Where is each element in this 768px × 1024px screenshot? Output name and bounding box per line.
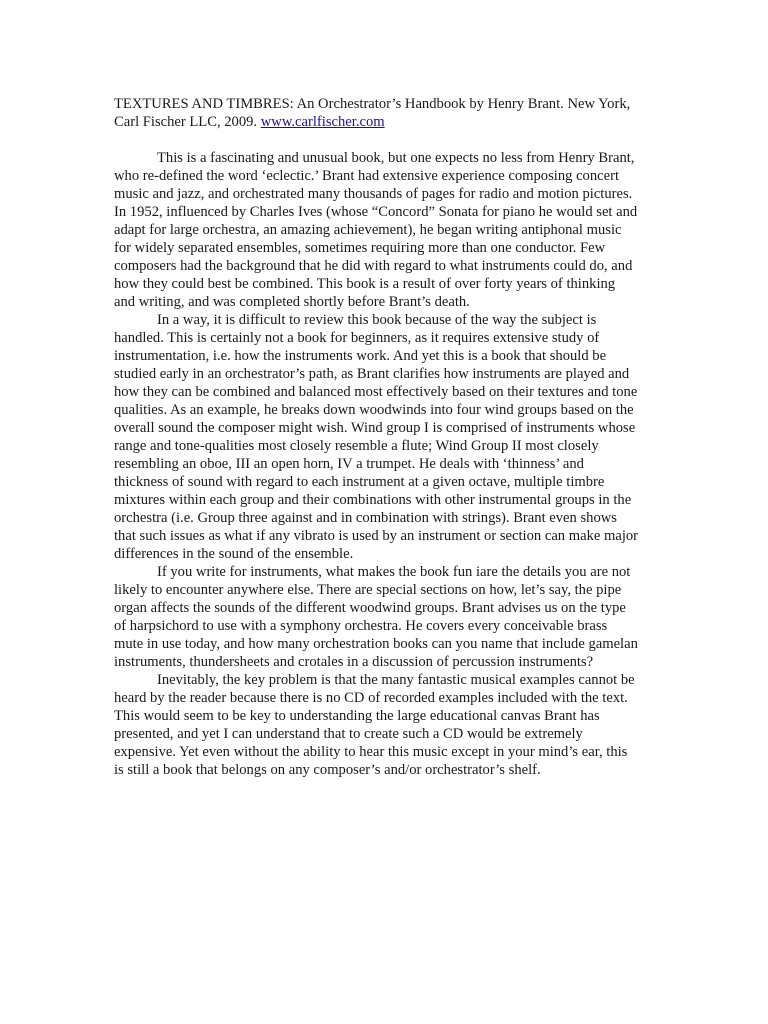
text-line: is still a book that belongs on any composer’s and/or orchestrator’s shelf. [114,762,541,778]
text-line: mixtures within each group and their combinations with other instrumental groups in the [114,492,632,508]
text-line: adapt for large orchestra, an amazing achievement), he began writing antiphonal music [114,222,622,238]
text-line: studied early in an orchestrator’s path, as Brant clarifies how instruments are played and [114,366,630,382]
text-line: If you write for instruments, what makes the book fun iare the details you are not [157,564,631,580]
text-line: handled. This is certainly not a book for beginners, as it requires extensive study of [114,330,600,346]
citation-line-2 [114,113,659,131]
text-line: music and jazz, and orchestrated many thousands of pages for radio and motion pictures. [114,186,633,202]
paragraph-details [114,563,659,671]
text-line: presented, and yet I can understand that to create such a CD would be extremely [114,726,583,742]
publisher-link[interactable]: www.carlfischer.com [260,114,385,130]
text-line: instrumentation, i.e. how the instruments work. And yet this is a book that should be [114,348,607,364]
text-line: This is a fascinating and unusual book, but one expects no less from Henry Brant, [157,150,635,166]
citation-publisher: Carl Fischer LLC, 2009. [114,114,261,130]
text-line: likely to encounter anywhere else. There are special sections on how, let’s say, the pipe [114,582,622,598]
text-line: heard by the reader because there is no CD of recorded examples included with the text. [114,690,628,706]
text-line: for widely separated ensembles, sometimes requiring more than one conductor. Few [114,240,606,256]
text-line: thickness of sound with regard to each instrument at a given octave, multiple timbre [114,474,605,490]
text-line: range and tone-qualities most closely resemble a flute; Wind Group II most closely [114,438,599,454]
text-line: resembling an oboe, III an open horn, IV a trumpet. He deals with ‘thinness’ and [114,456,584,472]
paragraph-conclusion [114,671,659,779]
text-line: expensive. Yet even without the ability to hear this music except in your mind’s ear, this [114,744,628,760]
text-line: In a way, it is difficult to review this book because of the way the subject is [157,312,597,328]
book-citation [114,95,659,131]
text-line: of harpsichord to use with a symphony orchestra. He covers every conceivable brass [114,618,608,634]
text-line: composers had the background that he did with regard to what instruments could do, and [114,258,633,274]
text-line: instruments, thundersheets and crotales in a discussion of percussion instruments? [114,654,594,670]
text-line: orchestra (i.e. Group three against and in combination with strings). Brant even shows [114,510,617,526]
citation-line-1: TEXTURES AND TIMBRES: An Orchestrator’s Handbook by Henry Brant. New York, [114,96,631,112]
text-line: that such issues as what if any vibrato is used by an instrument or section can make major [114,528,639,544]
text-line: overall sound the composer might wish. Wind group I is comprised of instruments whose [114,420,636,436]
text-line: differences in the sound of the ensemble. [114,546,354,562]
paragraph-intro [114,149,659,311]
text-line: In 1952, influenced by Charles Ives (whose “Concord” Sonata for piano he would set and [114,204,638,220]
text-line: and writing, and was completed shortly before Brant’s death. [114,294,470,310]
text-line: organ affects the sounds of the different woodwind groups. Brant advises us on the type [114,600,626,616]
paragraph-review-difficulty [114,311,659,563]
text-line: This would seem to be key to understanding the large educational canvas Brant has [114,708,600,724]
text-line: how they could best be combined. This book is a result of over forty years of thinking [114,276,616,292]
text-line: how they can be combined and balanced most effectively based on their textures and tone [114,384,638,400]
review-body [114,95,659,779]
text-line: mute in use today, and how many orchestration books can you name that include gamelan [114,636,638,652]
text-line: Inevitably, the key problem is that the many fantastic musical examples cannot be [157,672,635,688]
text-line: qualities. As an example, he breaks down woodwinds into four wind groups based on the [114,402,634,418]
text-line: who re-defined the word ‘eclectic.’ Brant had extensive experience composing concert [114,168,620,184]
